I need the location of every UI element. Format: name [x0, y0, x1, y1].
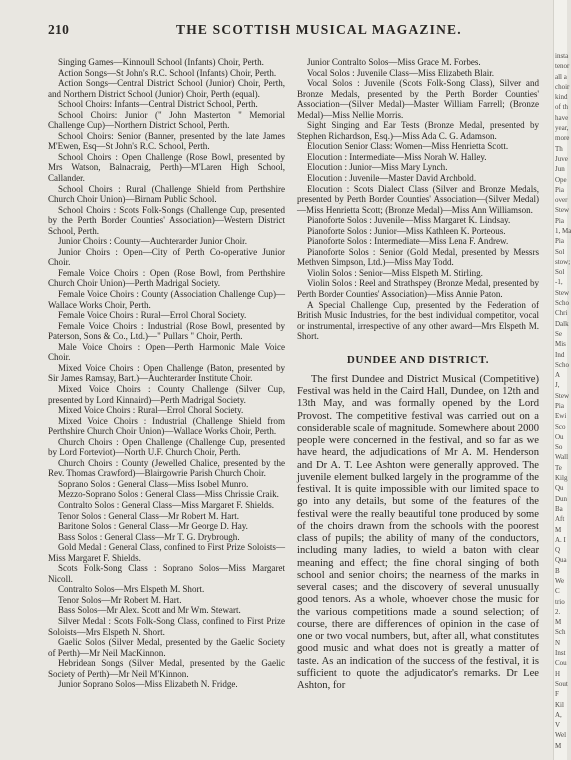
result-entry: Elocution : Juvenile—Master David Archbold.: [307, 173, 477, 184]
facing-page-fragment: have: [555, 113, 569, 122]
facing-page-fragment: Cou: [555, 659, 567, 668]
facing-page-fragment: V: [555, 721, 561, 730]
result-entry: School Choirs: Senior (Banner, presented by the late James M'Ewen, Esq—St John's R.C. School, Perth.: [48, 130, 285, 152]
facing-page-fragment: A,: [555, 710, 562, 719]
facing-page-fragment: of th: [555, 103, 569, 112]
result-entry: School Choirs: Junior (" John Masterton " Memorial Challenge Cup)—Northern District School, Perth.: [48, 109, 285, 131]
result-entry: Contralto Solos : General Class—Miss Margaret F. Shields.: [58, 499, 274, 510]
result-entry: Elocution : Scots Dialect Class (Silver and Bronze Medals, presented by Perth Border Counties' Association—(Silver Medal)—Miss Henrietta Scott; (Bronze Medal)—Miss Ann Williamson.: [297, 183, 539, 215]
facing-page-fragment: Sout: [555, 679, 568, 688]
facing-page-edge: [553, 0, 571, 760]
result-entry: Baritone Solos : General Class—Mr George D. Hay.: [58, 521, 248, 532]
result-entry: Church Choirs : Open Challenge (Challenge Cup, presented by Lord Forteviot)—North U.F. Church Choir, Perth.: [48, 436, 285, 458]
facing-page-fragment: Sol: [555, 268, 565, 277]
facing-page-fragment: Sol: [555, 247, 565, 256]
facing-page-fragment: Scho: [555, 299, 569, 308]
result-entry: Soprano Solos : General Class—Miss Isobel Munro.: [58, 478, 249, 489]
result-entry: Gold Medal : General Class, confined to First Prize Soloists—Miss Margaret F. Shields.: [48, 542, 285, 563]
facing-page-fragment: year,: [555, 124, 569, 133]
result-entry: Action Songs—St John's R.C. School (Infants) Choir, Perth.: [58, 67, 277, 78]
facing-page-fragment: trio: [555, 597, 565, 606]
facing-page-fragment: Ind: [555, 350, 565, 359]
result-entry: Junior Choirs : County—Auchterarder Junior Choir.: [58, 236, 247, 247]
result-entry: Mezzo-Soprano Solos : General Class—Miss Chrissie Craik.: [58, 489, 279, 500]
facing-page-fragment: N: [555, 638, 561, 647]
facing-page-fragment: Ou: [555, 432, 564, 441]
facing-page-fragment: Dalk: [555, 319, 569, 328]
result-entry: Elocution Senior Class: Women—Miss Henrietta Scott.: [307, 141, 509, 152]
facing-page-fragment: kind: [555, 93, 568, 102]
result-entry: Sight Singing and Ear Tests (Bronze Medal, presented by Stephen Richardson, Esq.)—Miss Ada C. G. Adamson.: [297, 120, 539, 141]
facing-page-fragment: So: [555, 443, 563, 452]
facing-page-fragment: J,: [555, 381, 560, 390]
facing-page-fragment: 2.: [555, 607, 561, 616]
facing-page-fragment: Juve: [555, 154, 568, 163]
facing-page-fragment: B: [555, 566, 560, 575]
result-entry: Scots Folk-Song Class : Soprano Solos—Miss Margaret Nicoll.: [48, 563, 285, 584]
facing-page-fragment: Pia: [555, 402, 564, 410]
facing-page-fragment: Wel: [555, 731, 567, 740]
facing-page-fragment: over: [555, 196, 568, 205]
result-entry: Gaelic Solos (Silver Medal, presented by the Gaelic Society of Perth)—Mr Neil MacKinnon.: [48, 637, 285, 658]
facing-page-fragment: more: [555, 134, 570, 143]
result-entry: Bass Solos : General Class—Mr T. G. Drybrough.: [58, 531, 240, 542]
result-entry: Female Voice Choirs : Industrial (Rose Bowl, presented by Paterson, Sons & Co., Ltd.)—" Pullars " Choir, Perth.: [48, 320, 285, 342]
right-column: [297, 57, 539, 692]
page-number: 210: [48, 22, 70, 37]
result-entry: Junior Contralto Solos—Miss Grace M. Forbes.: [307, 57, 481, 67]
facing-page-fragment: stow;: [555, 257, 571, 266]
facing-page-fragment: Ba: [555, 504, 563, 513]
result-entry: Mixed Voice Choirs : Open Challenge (Baton, presented by Sir James Ramsay, Bart.)—Auchterarder Institute Choir.: [48, 362, 285, 384]
result-entry: School Choirs : Rural (Challenge Shield from Perthshire Church Choir Union)—Birnam Public School.: [48, 183, 285, 205]
facing-page-fragment: M: [555, 618, 562, 627]
result-entry: Female Voice Choirs : Rural—Errol Choral Society.: [58, 310, 247, 321]
result-entry: Junior Choirs : Open—City of Perth Co-operative Junior Choir.: [48, 246, 285, 268]
facing-page-fragment: Jun: [555, 165, 565, 174]
facing-page-fragment: Stew: [555, 288, 569, 297]
facing-page-fragment: Scho: [555, 360, 569, 369]
facing-page-fragment: tenor: [555, 62, 570, 71]
result-entry: Tenor Solos—Mr Robert M. Hart.: [58, 594, 182, 605]
facing-page-fragment: M: [555, 525, 562, 534]
result-entry: Pianoforte Solos : Intermediate—Miss Lena F. Andrew.: [307, 236, 509, 247]
result-entry: Violin Solos : Senior—Miss Elspeth M. Stirling.: [307, 267, 483, 278]
result-entry: Junior Soprano Solos—Miss Elizabeth N. Fridge.: [58, 679, 238, 690]
facing-page-fragment: Inst: [555, 649, 566, 658]
facing-page-fragment: Dun: [555, 494, 568, 503]
facing-page-fragment: We: [555, 577, 565, 585]
facing-page-fragment: Chri: [555, 309, 568, 318]
result-entry: Action Songs—Central District School (Junior) Choir, Perth, and Northern District School (Junior) Choir, Perth (equal).: [48, 78, 285, 99]
section-body: The first Dundee and District Musical (Competitive) Festival was held in the Caird Hall, Dundee, on 12th and 13th May, and was formally opened by the Lord Provost. The competitive festival was carried out on a considerable scale of magnitude. Somewhere about 2000 people were concerned in the festival, and so far as we have heard, the adjudications of Mr A. M. Henderson and Dr A. T. Lee Ashton were generally approved. The juvenile element bulked largely in the programme of the festival. It is quite impossible with our limited space to go into any details, but some of the features of the festival were the really beautiful tone produced by some of the choirs drawn from the schools with the poorest class of pupils; the ability of many of the conductors, including many ladies, to wield a baton with clear meaning and effect; the fine choral singing of both school and senior choirs; the nearness of the marks in several cases; and the discovery of several unusually good tenors. As a whole, whoever chose the music for the various competitions made a sound selection; of course, there are differences of opinion in the case of one or two vocal numbers, but, after all, what constitutes good music and what does not is greatly a matter of taste. As an indication of the success of the festival, it is sufficient to quote the adjudicator's remarks. Dr Lee Ashton, for: [297, 373, 539, 692]
facing-page-fragment: A: [555, 371, 561, 380]
facing-page-fragment: Q: [555, 546, 561, 555]
result-entry: Silver Medal : Scots Folk-Song Class, confined to First Prize Soloists—Mrs Elspeth N. Short.: [48, 615, 285, 637]
result-entry: Female Voice Choirs : Open (Rose Bowl, from Perthshire Church Choir Union)—Perth Madrigal Society.: [48, 267, 285, 289]
result-entry: A Special Challenge Cup, presented by the Federation of British Music Industries, for the best individual competitor, vocal or instrumental, irrespective of any other award—Mrs Elspeth M. Short.: [297, 299, 539, 342]
result-entry: Mixed Voice Choirs : Rural—Errol Choral Society.: [58, 405, 244, 416]
facing-page-fragment: insta: [555, 52, 569, 60]
result-entry: Pianoforte Solos : Juvenile—Miss Margaret K. Lindsay.: [307, 215, 511, 226]
facing-page-fragment: F: [555, 690, 559, 699]
facing-page-fragment: 1, Ma: [555, 227, 571, 235]
page-header: [48, 22, 536, 42]
result-entry: Male Voice Choirs : Open—Perth Harmonic Male Voice Choir.: [48, 341, 285, 363]
result-entry: Female Voice Choirs : County (Association Challenge Cup)—Wallace Works Choir, Perth.: [48, 289, 285, 310]
section-title: DUNDEE AND DISTRICT.: [346, 353, 490, 366]
facing-page-fragment: M: [555, 741, 562, 750]
facing-page-fragment: H: [555, 669, 561, 678]
result-entry: Vocal Solos : Juvenile (Scots Folk-Song Class), Silver and Bronze Medals, presented by the Perth Border Counties' Association—(Silver Medal)—Master William Farrell; (Bronze Medal)—Miss Nellie Morris.: [297, 78, 539, 120]
result-entry: Pianoforte Solos : Junior—Miss Kathleen K. Porteous.: [307, 225, 506, 236]
facing-page-fragment: Stew: [555, 206, 569, 215]
result-entry: Elocution : Intermediate—Miss Norah W. Halley.: [307, 151, 487, 162]
facing-page-fragment: C: [555, 587, 560, 596]
facing-page-fragment: Stew: [555, 391, 569, 400]
prize-list: [297, 57, 539, 342]
facing-page-fragment: Pia: [555, 216, 564, 225]
result-entry: School Choirs : Scots Folk-Songs (Challenge Cup, presented by the Perth Border Counties' Association)—Western District School, Perth.: [48, 204, 285, 236]
facing-page-fragment: Pia: [555, 185, 564, 194]
result-entry: Hebridean Songs (Silver Medal, presented by the Gaelic Society of Perth)—Mr Neil M'Kinnon.: [48, 658, 285, 679]
result-entry: School Choirs : Open Challenge (Rose Bowl, presented by Mrs Watson, Balnacraig, Perth)—M'Laren High School, Callander.: [48, 151, 285, 184]
facing-page-fragment: A. I: [555, 535, 566, 544]
facing-page-fragment: Qua: [555, 556, 567, 565]
facing-page-fragment: Qu: [555, 484, 564, 493]
facing-page-fragment: Te: [555, 463, 562, 472]
result-entry: Bass Solos—Mr Alex. Scott and Mr Wm. Stewart.: [58, 605, 241, 616]
result-entry: Mixed Voice Choirs : County Challenge (Silver Cup, presented by Lord Kinnaird)—Perth Madrigal Society.: [48, 383, 285, 405]
result-entry: Tenor Solos : General Class—Mr Robert M. Hart.: [58, 510, 240, 521]
result-entry: Elocution : Junior—Miss Mary Lynch.: [307, 162, 448, 173]
facing-page-fragment: Sco: [555, 422, 566, 431]
result-entry: Singing Games—Kinnoull School (Infants) Choir, Perth.: [58, 57, 264, 67]
result-entry: Church Choirs : County (Jewelled Chalice, presented by the Rev. Thomas Crawford)—Blairgowrie Parish Church Choir.: [48, 457, 285, 479]
running-title: THE SCOTTISH MUSICAL MAGAZINE.: [176, 22, 462, 37]
result-entry: Mixed Voice Choirs : Industrial (Challenge Shield from Perthshire Church Choir Union)—Wallace Works Choir, Perth.: [48, 415, 285, 437]
facing-page-fragment: choir: [555, 82, 570, 91]
facing-page-fragment: Th: [555, 144, 563, 153]
facing-page-fragment: Aft: [555, 515, 565, 524]
facing-page-fragment: Kil: [555, 700, 564, 709]
result-entry: Vocal Solos : Juvenile Class—Miss Elizabeth Blair.: [307, 67, 495, 78]
result-entry: School Choirs: Infants—Central District School, Perth.: [58, 99, 258, 110]
facing-page-fragment: Ewi: [555, 412, 567, 421]
facing-page-fragment: -1,: [555, 278, 563, 287]
left-column: [48, 57, 285, 690]
facing-page-fragment: Mis: [555, 340, 566, 349]
result-entry: Contralto Solos—Mrs Elspeth M. Short.: [58, 584, 205, 595]
facing-page-fragment: Pia: [555, 237, 564, 246]
facing-page-fragment: Sch: [555, 628, 566, 637]
facing-page-fragment: Kilg: [555, 474, 568, 483]
result-entry: Pianoforte Solos : Senior (Gold Medal, presented by Messrs Methven Simpson, Ltd.)—Miss May Todd.: [297, 246, 539, 268]
facing-page-fragment: all a: [555, 72, 567, 81]
facing-page-fragment: Wall: [555, 453, 569, 462]
facing-page-fragment: Se: [555, 329, 562, 338]
result-entry: Violin Solos : Reel and Strathspey (Bronze Medal, presented by Perth Border Counties' Association)—Miss Annie Paton.: [297, 278, 539, 300]
facing-page-fragment: Ope: [555, 175, 567, 184]
